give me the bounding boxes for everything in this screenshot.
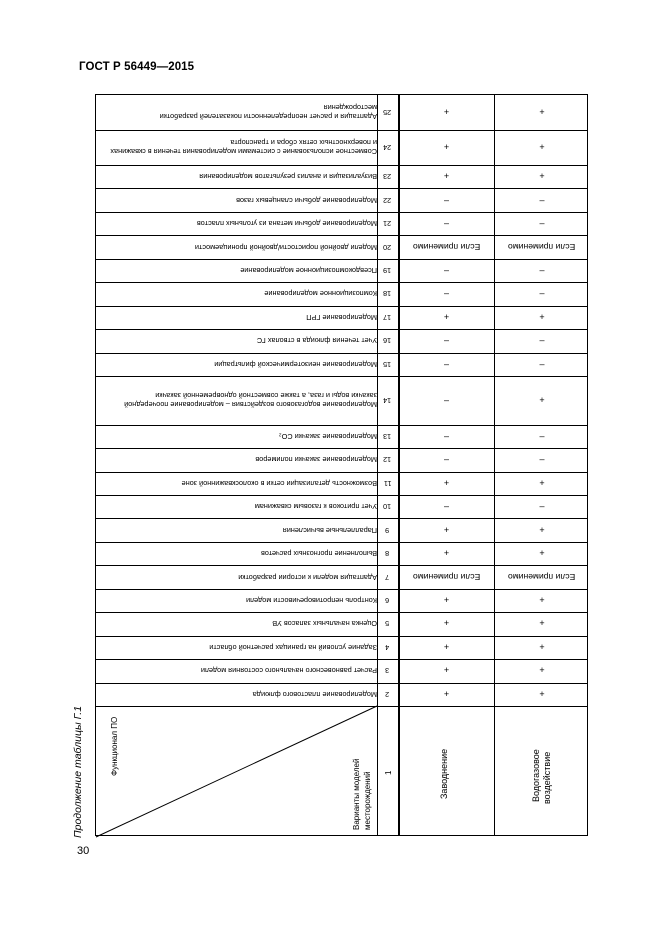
table-row [96, 95, 587, 130]
row-number: 13 [383, 431, 392, 441]
table-row [96, 636, 587, 659]
row-divider [96, 306, 587, 307]
wag-value-cell [495, 130, 589, 166]
wag-value: – [539, 265, 545, 275]
row-number-cell [377, 95, 398, 130]
wag-value-cell [495, 448, 589, 471]
corner-column-index: 1 [384, 770, 393, 775]
corner-variants-label: Варианты моделей [352, 758, 361, 830]
wag-value: + [539, 477, 545, 488]
row-divider [96, 659, 587, 660]
waterflood-value-cell [399, 495, 494, 518]
wag-value: + [539, 524, 545, 535]
waterflood-value-cell [399, 636, 494, 659]
row-divider [96, 212, 587, 213]
row-number-cell [377, 518, 398, 541]
wag-value-cell [495, 376, 589, 425]
row-number-cell [377, 448, 398, 471]
function-name: Моделирование добычи метана из угольных пластов [196, 219, 377, 229]
function-name: Учет течения флюида в стволах ГС [256, 336, 377, 346]
row-number-cell [377, 212, 398, 235]
waterflood-value: + [443, 171, 450, 182]
row-divider [96, 353, 587, 354]
table-row [96, 212, 587, 235]
waterflood-value: + [443, 595, 450, 605]
waterflood-value-cell [399, 659, 494, 682]
table-row [96, 235, 587, 258]
function-name: Моделирование водогазового воздействия – моделирование поочередной закачки воды и газа, а также совместной одновременной закачки [124, 391, 377, 410]
function-name: Псевдокомпозиционное моделирование [240, 266, 377, 275]
table-row [96, 495, 587, 518]
waterflood-value: + [443, 524, 450, 535]
waterflood-value: – [443, 218, 449, 229]
wag-value: + [539, 641, 545, 652]
waterflood-value-cell [399, 448, 494, 471]
function-name: Контроль непротиворечивости модели [245, 596, 377, 605]
table-row [96, 659, 587, 682]
function-name-cell [96, 235, 377, 258]
function-name: Адаптация и расчет неопределенности показателей разработки месторождения [159, 103, 377, 122]
waterflood-value: + [443, 477, 450, 488]
row-number: 14 [383, 395, 392, 405]
table-row [96, 259, 587, 282]
waterflood-value: – [443, 394, 449, 405]
row-number: 19 [383, 266, 392, 275]
row-divider [96, 565, 587, 566]
wag-value: Если применимо [508, 572, 576, 583]
waterflood-value: – [443, 335, 449, 346]
function-name: Оценка начальных запасов УВ [272, 619, 377, 629]
function-name-cell [96, 353, 377, 376]
row-divider [96, 518, 587, 519]
row-number: 12 [383, 455, 392, 465]
row-number-cell [377, 542, 398, 565]
wag-value: + [539, 618, 545, 629]
table-row [96, 165, 587, 188]
function-name: Учет притоков к газовым скважинам [254, 502, 377, 512]
table-row [96, 376, 587, 425]
waterflood-value: + [443, 618, 450, 629]
row-divider [96, 683, 587, 684]
row-number: 7 [385, 572, 390, 582]
row-number: 20 [383, 242, 392, 252]
waterflood-value-cell [399, 425, 494, 448]
table-row [96, 589, 587, 612]
row-number-cell [377, 495, 398, 518]
waterflood-value: – [443, 288, 449, 299]
row-number: 17 [383, 312, 392, 322]
waterflood-value: – [443, 454, 449, 465]
row-number-cell [377, 472, 398, 495]
table-caption: Продолжение таблицы Г.1 [72, 705, 84, 838]
row-number: 3 [385, 666, 390, 676]
corner-variants-label-2: месторождений [363, 771, 372, 830]
waterflood-value-cell [399, 683, 494, 706]
wag-value: + [539, 171, 545, 182]
row-number-cell [377, 329, 398, 352]
row-number: 25 [383, 107, 392, 117]
row-number: 24 [383, 142, 392, 152]
waterflood-value: Если применимо [412, 242, 481, 253]
wag-value: – [539, 288, 545, 299]
row-number: 4 [385, 642, 390, 652]
row-divider [96, 495, 587, 496]
wag-value: – [539, 501, 545, 512]
wag-value-cell [495, 282, 589, 305]
function-name: Моделирование закачки CO₂ [278, 431, 377, 441]
function-name-cell [96, 306, 377, 329]
wag-value-cell [495, 565, 589, 588]
row-divider [96, 472, 587, 473]
row-divider [96, 376, 587, 377]
function-name: Параллельные вычисления [282, 525, 377, 535]
wag-value: + [539, 688, 545, 699]
table-row [96, 130, 587, 166]
row-number-cell [377, 425, 398, 448]
table-row [96, 329, 587, 352]
wag-value-cell [495, 683, 589, 706]
waterflood-value-cell [399, 518, 494, 541]
wag-value-cell [495, 518, 589, 541]
row-number-cell [377, 188, 398, 211]
waterflood-value-cell [399, 376, 494, 425]
row-number: 16 [383, 336, 392, 346]
wag-value-cell [495, 495, 589, 518]
wag-value: – [539, 218, 545, 229]
row-number: 5 [385, 619, 390, 629]
wag-value-cell [495, 259, 589, 282]
function-name-cell [96, 683, 377, 706]
function-name-cell [96, 495, 377, 518]
row-number: 10 [383, 502, 392, 512]
row-divider [96, 165, 587, 166]
function-name-cell [96, 612, 377, 635]
function-name-cell [96, 329, 377, 352]
function-name-cell [96, 565, 377, 588]
row-number: 18 [383, 289, 392, 299]
function-name: Моделирование неизотермической фильтрации [214, 359, 377, 369]
table-row [96, 565, 587, 588]
wag-value: – [539, 358, 545, 369]
column-wag-header-line1: Водогазовое [531, 749, 541, 802]
wag-value: – [539, 430, 545, 441]
table-row [96, 683, 587, 706]
function-name: Композиционное моделирование [264, 289, 377, 299]
function-name-cell [96, 282, 377, 305]
row-number-cell [377, 306, 398, 329]
row-number: 2 [385, 689, 390, 699]
row-number-cell [377, 259, 398, 282]
wag-value: – [539, 335, 545, 346]
waterflood-value: + [443, 311, 450, 322]
wag-value: + [539, 106, 545, 117]
row-number-cell [377, 683, 398, 706]
row-divider [96, 636, 587, 637]
wag-value: – [539, 194, 545, 205]
wag-value: + [539, 394, 545, 405]
function-name-cell [96, 636, 377, 659]
waterflood-value-cell [399, 95, 494, 130]
row-divider [96, 282, 587, 283]
wag-value-cell [495, 329, 589, 352]
wag-value-cell [495, 212, 589, 235]
waterflood-value: + [443, 548, 450, 559]
waterflood-value-cell [399, 542, 494, 565]
function-name-cell [96, 589, 377, 612]
wag-value: Если применимо [508, 242, 576, 253]
waterflood-value: – [443, 358, 449, 369]
row-number-cell [377, 165, 398, 188]
row-divider [96, 130, 587, 131]
function-name-cell [96, 130, 377, 166]
table-row [96, 472, 587, 495]
table-row [96, 353, 587, 376]
wag-value-cell [495, 472, 589, 495]
waterflood-value-cell [399, 589, 494, 612]
function-name: Визуализация и анализ результатов моделирования [199, 172, 377, 182]
row-divider [96, 188, 587, 189]
wag-value-cell [495, 636, 589, 659]
row-number-cell [377, 353, 398, 376]
function-name: Моделирование пластового флюида [252, 689, 377, 699]
row-number: 15 [383, 359, 392, 369]
function-name-cell [96, 376, 377, 425]
table-row [96, 306, 587, 329]
waterflood-value-cell [399, 130, 494, 166]
waterflood-value-cell [399, 188, 494, 211]
waterflood-value-cell [399, 612, 494, 635]
wag-value-cell [495, 165, 589, 188]
waterflood-value: + [443, 141, 450, 152]
function-name: Выполнение прогнозных расчетов [260, 549, 377, 559]
waterflood-value: + [443, 641, 450, 652]
header-divider [96, 706, 587, 707]
table-row [96, 188, 587, 211]
row-divider [96, 542, 587, 543]
waterflood-value-cell [399, 306, 494, 329]
function-name-cell [96, 518, 377, 541]
function-name-cell [96, 425, 377, 448]
table-row [96, 612, 587, 635]
waterflood-value-cell [399, 165, 494, 188]
table-row [96, 518, 587, 541]
wag-value: + [539, 141, 545, 152]
waterflood-value: + [443, 688, 450, 699]
function-name: Расчет равновесного начального состояния модели [200, 666, 377, 676]
waterflood-value: Если применимо [412, 572, 481, 583]
wag-value: – [539, 454, 545, 465]
row-divider [96, 329, 587, 330]
row-number: 9 [385, 525, 390, 535]
row-number-cell [377, 376, 398, 425]
waterflood-value-cell [399, 212, 494, 235]
waterflood-value-cell [399, 353, 494, 376]
wag-value-cell [495, 235, 589, 258]
row-number: 22 [383, 195, 392, 205]
table-row [96, 448, 587, 471]
waterflood-value-cell [399, 282, 494, 305]
waterflood-value: – [443, 501, 449, 512]
corner-functional-label: Функционал ПО [110, 716, 119, 776]
function-name-cell [96, 259, 377, 282]
wag-value-cell [495, 188, 589, 211]
row-divider [96, 235, 587, 236]
wag-value-cell [495, 542, 589, 565]
waterflood-value: – [443, 430, 449, 441]
wag-value-cell [495, 425, 589, 448]
row-number: 23 [383, 172, 392, 182]
wag-value-cell [495, 95, 589, 130]
document-header: ГОСТ Р 56449—2015 [79, 61, 195, 73]
waterflood-value-cell [399, 329, 494, 352]
function-name-cell [96, 472, 377, 495]
row-number-cell [377, 636, 398, 659]
row-number-cell [377, 282, 398, 305]
function-name-cell [96, 448, 377, 471]
function-name-cell [96, 165, 377, 188]
waterflood-value: + [443, 665, 450, 676]
row-number: 11 [383, 478, 392, 488]
corner-diagonal [96, 706, 377, 837]
function-name: Задание условий на границах расчетной области [209, 642, 377, 652]
function-name: Модели двойной пористости/двойной проницаемости [194, 242, 377, 252]
column-waterflood-header: Заводнение [439, 748, 449, 799]
row-divider [96, 448, 587, 449]
row-number-cell [377, 130, 398, 166]
wag-value-cell [495, 353, 589, 376]
row-number-cell [377, 612, 398, 635]
function-table [95, 94, 588, 836]
function-name-cell [96, 212, 377, 235]
waterflood-value-cell [399, 472, 494, 495]
row-number-cell [377, 589, 398, 612]
wag-value: + [539, 665, 545, 676]
row-number: 21 [383, 219, 392, 229]
row-divider [96, 425, 587, 426]
function-name-cell [96, 188, 377, 211]
wag-value: + [539, 548, 545, 559]
waterflood-value: + [443, 106, 450, 117]
table-row [96, 425, 587, 448]
wag-value-cell [495, 659, 589, 682]
function-name: Моделирование ГРП [306, 312, 377, 322]
waterflood-value-cell [399, 565, 494, 588]
row-number: 8 [385, 549, 390, 559]
row-number: 6 [385, 596, 390, 605]
function-name-cell [96, 659, 377, 682]
row-number-cell [377, 235, 398, 258]
row-divider [96, 612, 587, 613]
page-number: 30 [77, 845, 90, 857]
function-name: Возможность детализации сетки в околоскважинной зоне [181, 478, 377, 488]
function-name-cell [96, 95, 377, 130]
function-name: Адаптация модели к истории разработки [238, 572, 377, 582]
row-divider [96, 259, 587, 260]
wag-value-cell [495, 589, 589, 612]
row-number-cell [377, 565, 398, 588]
wag-value-cell [495, 306, 589, 329]
wag-value: + [539, 311, 545, 322]
row-divider [96, 589, 587, 590]
wag-value-cell [495, 612, 589, 635]
function-name-cell [96, 542, 377, 565]
waterflood-value-cell [399, 259, 494, 282]
column-wag-header-line2: воздействие [542, 751, 552, 804]
waterflood-value: – [443, 194, 449, 205]
wag-value: + [539, 595, 545, 605]
function-name: Моделирование закачки полимеров [255, 455, 377, 465]
waterflood-value-cell [399, 235, 494, 258]
function-name: Моделирование добычи сланцевых газов [236, 195, 377, 205]
function-name: Совместное использование с системами моделирования течения в скважинах и поверхностных сетях сбора и транспорта [110, 138, 377, 157]
waterflood-value: – [443, 265, 449, 275]
row-number-cell [377, 659, 398, 682]
table-row [96, 542, 587, 565]
table-row [96, 282, 587, 305]
